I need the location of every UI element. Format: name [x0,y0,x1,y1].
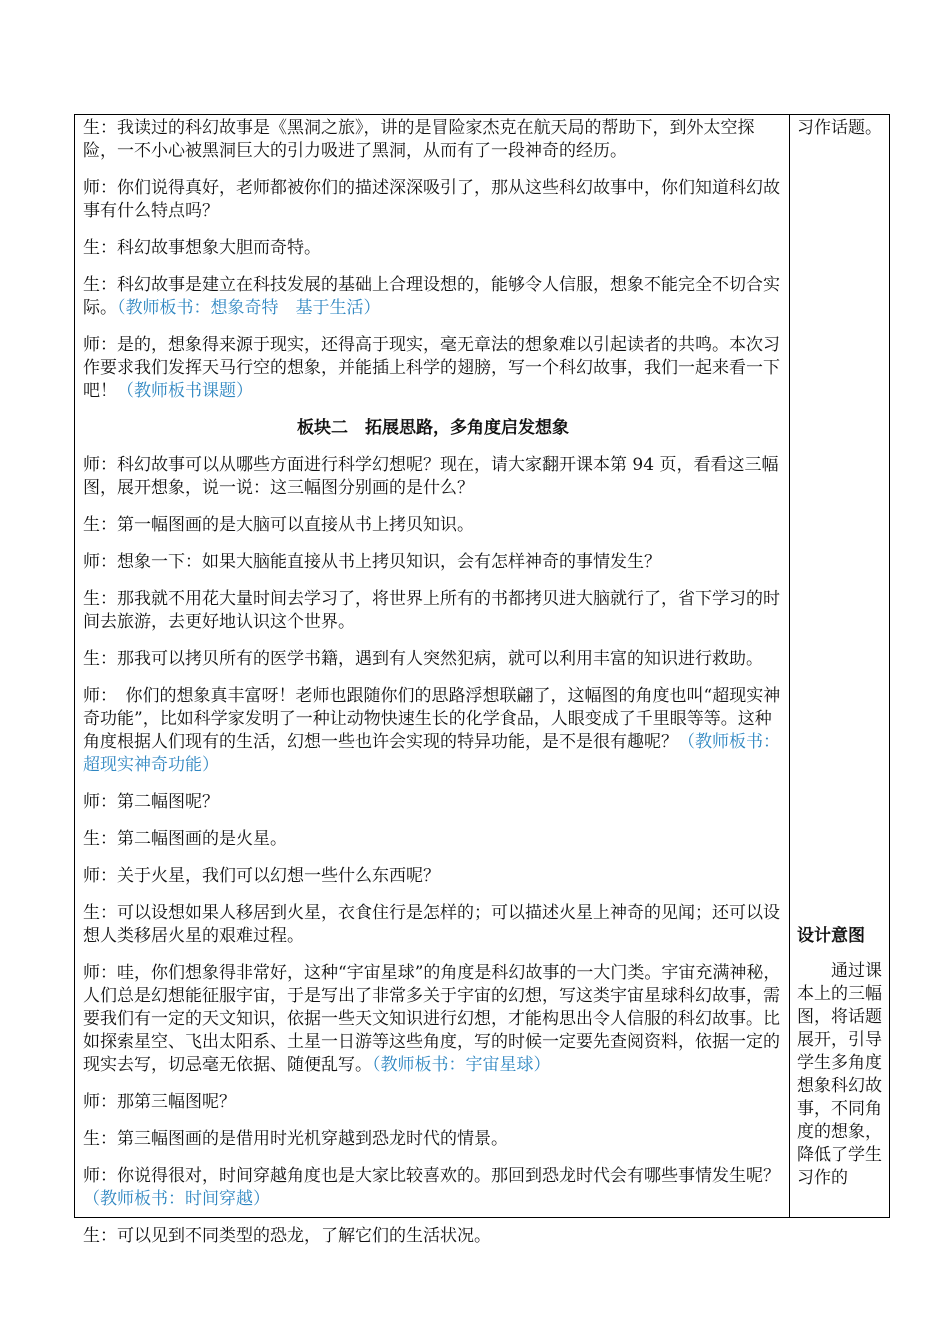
board-note: （教师板书：时间穿越） [83,1189,270,1209]
board-note: （教师板书：宇宙星球） [372,1055,551,1075]
design-intent-body: 通过课本上的三幅图，将话题展开，引导学生多角度想象科幻故事，不同角度的想象，降低了学生习作的 [797,961,882,1188]
dialogue-column [83,117,783,1262]
paragraph: 生：科幻故事想象大胆而奇特。 [83,238,321,258]
paragraph: 生：科幻故事是建立在科技发展的基础上合理设想的，能够令人信服，想象不能完全不切合实际。（教师板书：想象奇特 基于生活） [83,275,780,318]
paragraph: 生：可以见到不同类型的恐龙，了解它们的生活状况。 [83,1226,491,1246]
paragraph: 生：那我就不用花大量时间去学习了，将世界上所有的书都拷贝进大脑就行了，省下学习的时间去旅游，去更好地认识这个世界。 [83,589,780,632]
paragraph: 师：你们说得真好，老师都被你们的描述深深吸引了，那从这些科幻故事中，你们知道科幻故事有什么特点吗？ [83,178,780,221]
paragraph: 生：第二幅图画的是火星。 [83,829,287,849]
board-note: （教师板书：想象奇特 基于生活） [117,298,381,318]
paragraph: 师： 你们的想象真丰富呀！老师也跟随你们的思路浮想联翩了，这幅图的角度也叫“超现实神奇功能”，比如科学家发明了一种让动物快速生长的化学食品，人眼变成了千里眼等等。这种角度根据人们现有的生活，幻想一些也许会实现的特异功能，是不是很有趣呢？（教师板书：超现实神奇功能） [83,686,781,775]
paragraph: 生：第三幅图画的是借用时光机穿越到恐龙时代的情景。 [83,1129,508,1149]
paragraph: 师：想象一下：如果大脑能直接从书上拷贝知识，会有怎样神奇的事情发生？ [83,552,661,572]
section-title: 板块二 拓展思路，多角度启发想象 [297,418,569,438]
paragraph: 师：是的，想象得来源于现实，还得高于现实，毫无章法的想象难以引起读者的共鸣。本次习作要求我们发挥天马行空的想象，并能插上科学的翅膀，写一个科幻故事，我们一起来看一下吧！（教师板书课题） [83,335,780,401]
paragraph: 师：那第三幅图呢？ [83,1092,236,1112]
board-note: （教师板书课题） [117,381,253,401]
side-note-top: 习作话题。 [797,118,882,138]
paragraph: 生：我读过的科幻故事是《黑洞之旅》，讲的是冒险家杰克在航天局的帮助下，到外太空探险，一不小心被黑洞巨大的引力吸进了黑洞，从而有了一段神奇的经历。 [83,118,755,161]
paragraph: 生：第一幅图画的是大脑可以直接从书上拷贝知识。 [83,515,474,535]
column-divider [789,115,790,1217]
paragraph: 生：可以设想如果人移居到火星，衣食住行是怎样的；可以描述火星上神奇的见闻；还可以设想人类移居火星的艰难过程。 [83,903,780,946]
paragraph: 师：哇，你们想象得非常好，这种“宇宙星球”的角度是科幻故事的一大门类。宇宙充满神秘，人们总是幻想能征服宇宙，于是写出了非常多关于宇宙的幻想，写这类宇宙星球科幻故事，需要我们有一定的天文知识，依据一些天文知识进行幻想，才能构思出令人信服的科幻故事。比如探索星空、飞出太阳系、土星一日游等这些角度，写的时候一定要先查阅资料，依据一定的现实去写，切忌毫无依据、随便乱写。（教师板书：宇宙星球） [83,963,781,1075]
paragraph: 师：第二幅图呢？ [83,792,219,812]
paragraph: 师：关于火星，我们可以幻想一些什么东西呢？ [83,866,440,886]
paragraph: 师：科幻故事可以从哪些方面进行科学幻想呢？现在，请大家翻开课本第 94 页，看看这三幅图，展开想象，说一说：这三幅图分别画的是什么？ [83,455,779,498]
lesson-table [74,114,890,1246]
design-intent-heading: 设计意图 [797,926,865,946]
board-note: （教师板书：超现实神奇功能） [83,732,780,775]
paragraph: 生：那我可以拷贝所有的医学书籍，遇到有人突然犯病，就可以利用丰富的知识进行救助。 [83,649,763,669]
paragraph: 师：你说得很对，时间穿越角度也是大家比较喜欢的。那回到恐龙时代会有哪些事情发生呢？（教师板书：时间穿越） [83,1166,780,1209]
